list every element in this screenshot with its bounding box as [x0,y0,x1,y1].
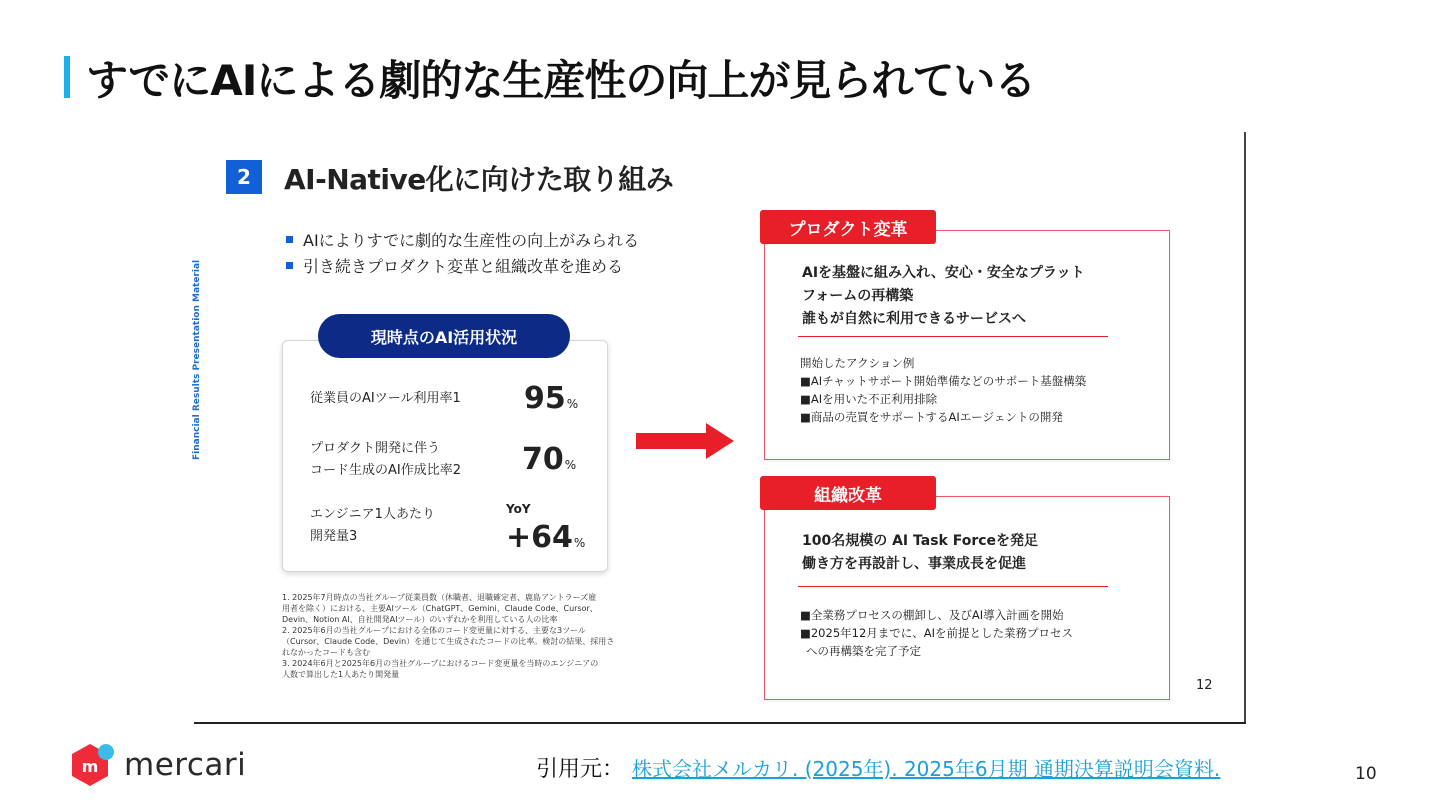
org-reform-tab: 組織改革 [760,476,936,510]
product-headline: AIを基盤に組み入れ、安心・安全なプラット フォームの再構築 誰もが自然に利用できるサービスへ [802,265,1085,327]
side-vertical-label: Financial Results Presentation Material [192,259,202,460]
citation-link[interactable]: 株式会社メルカリ. (2025年). 2025年6月期 通期決算説明会資料. [632,757,1221,781]
bullet-text: 引き続きプロダクト変革と組織改革を進める [303,256,624,276]
page-title: すでにAIによる劇的な生産性の向上が見られている [86,56,1036,105]
org-actions: ■全業務プロセスの棚卸し、及びAI導入計画を開始 ■2025年12月までに、AIを前提とした業務プロセス への再構築を完了予定 [800,608,1074,658]
bullet-list [286,226,639,278]
org-divider [798,586,1108,587]
bullet-item [286,252,639,278]
slide-right-border [1244,132,1246,724]
org-reform-box [764,496,1170,700]
title-accent-bar [64,56,70,98]
ai-status-pill: 現時点のAI活用状況 [318,314,570,358]
product-actions: 開始したアクション例 ■AIチャットサポート開始準備などのサポート基盤構築 ■AIを用いた不正利用排除 ■商品の売買をサポートするAIエージェントの開発 [800,356,1087,424]
section-title: AI-Native化に向けた取り組み [284,163,674,196]
embedded-slide [194,130,1246,725]
svg-text:m: m [81,757,99,776]
product-transformation-tab: プロダクト変革 [760,210,936,244]
org-headline: 100名規模の AI Task Forceを発足 働き方を再設計し、事業成長を促進 [802,533,1039,572]
bullet-square-icon [286,262,293,269]
slide-bottom-border [194,722,1246,724]
section-number-badge: 2 [226,160,262,194]
mercari-logo-icon [70,742,116,788]
mercari-logo [70,742,246,788]
citation-label: 引用元： [536,757,625,782]
metric-label-dev-volume: エンジニア1人あたり 開発量3 [310,507,435,544]
mercari-wordmark: mercari [124,747,247,783]
footnotes: 1. 2025年7月時点の当社グループ従業員数（休職者、退職確定者、鹿島アントラーズ雇 用者を除く）における、主要AIツール（ChatGPT、Gemini、Claude Code、Cursor、 Devin、Notion AI、自社開発AIツール）のいずれかを利用している人の比率 2. 2025年6月の当社グループにおける全体のコード変更量に対する、主要な3ツール （Cursor、Claude Code、Devin）を通じて生成されたコードの比率。検討の結果、採用さ れなかったコードも含む 3. 2024年6月と2025年6月の当社グループにおけるコード変更量を当時のエンジニアの 人数で算出した1人あたり開発量 [282,593,615,679]
metric-value-tool-usage: 95% [524,381,579,416]
metric-value-code-ratio: 70% [522,442,577,477]
metric-label-code-ratio: プロダクト開発に伴う コード生成のAI作成比率2 [310,441,461,478]
metric-value-dev-volume: +64% [506,520,586,555]
product-divider [798,336,1108,337]
page-number: 10 [1355,764,1377,784]
citation [536,752,1220,783]
slide-page-number: 12 [1196,678,1213,693]
metric-label-tool-usage: 従業員のAIツール利用率1 [310,391,461,406]
right-arrow-icon [636,423,734,459]
bullet-square-icon [286,236,293,243]
bullet-item [286,226,639,252]
bullet-text: AIによりすでに劇的な生産性の向上がみられる [303,230,640,250]
yoy-label: YoY [506,502,531,516]
